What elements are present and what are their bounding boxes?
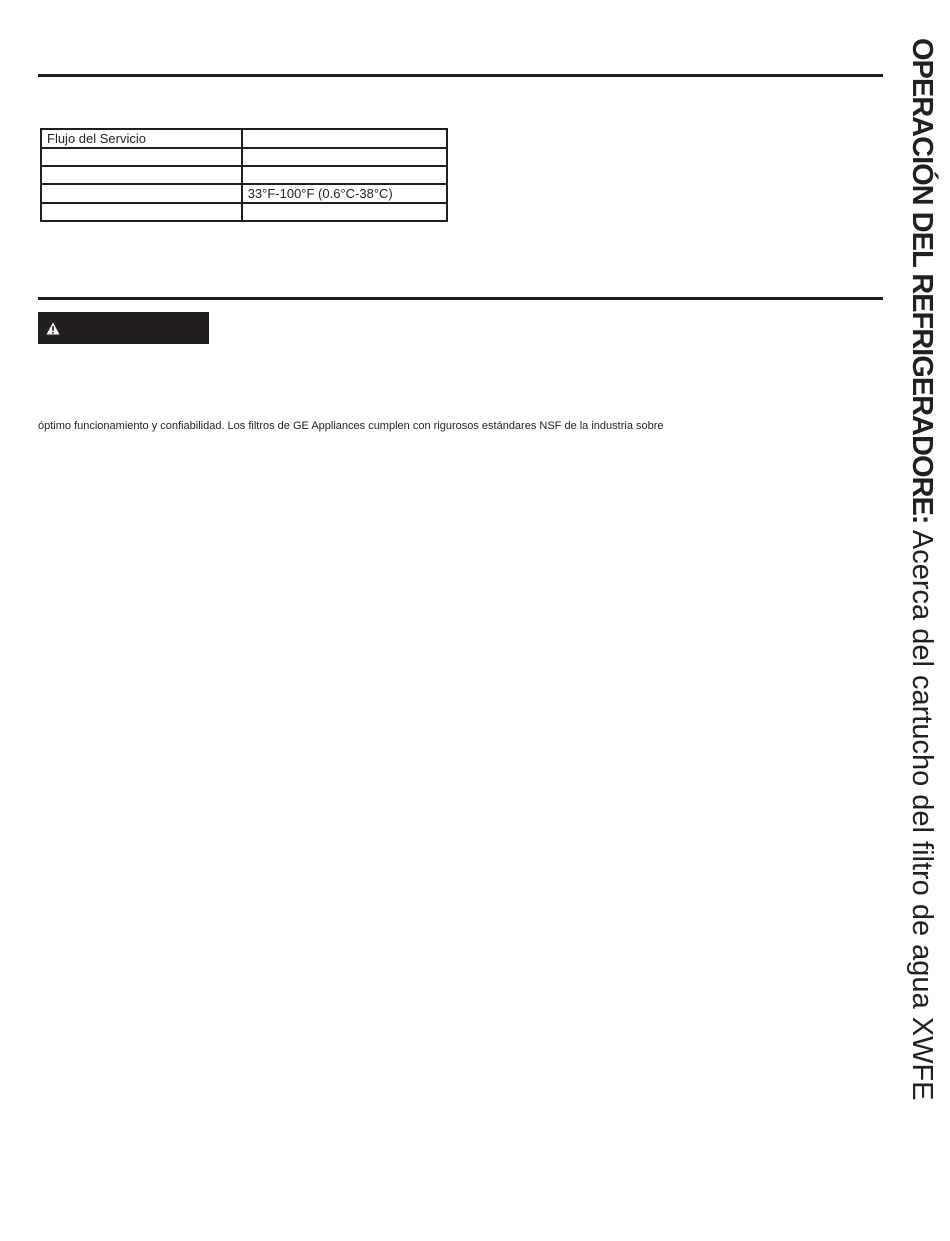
table-cell: 33°F-100°F (0.6°C-38°C) [242,184,447,203]
section-divider-warning [38,297,883,300]
table-cell: Flujo del Servicio [41,129,242,148]
table-row [41,166,447,184]
specs-table [40,128,448,222]
table-cell [242,203,447,221]
body-paragraph: óptimo funcionamiento y confiabilidad. Los filtros de GE Appliances cumplen con rigurosos estándares NSF de la industria sobre [38,420,664,432]
page-title [900,38,944,1198]
table-cell [41,166,242,184]
table-cell [242,166,447,184]
page-title-section: OPERACIÓN DEL REFRIGERADORE: [906,38,938,524]
table-cell [242,129,447,148]
table-row [41,203,447,221]
table-row [41,148,447,166]
warning-banner [38,312,209,344]
table-cell [41,184,242,203]
section-divider-top [38,74,883,77]
page-title-topic: Acerca del cartucho del filtro de agua XWFE [906,523,938,1101]
table-cell [41,148,242,166]
table-cell [242,148,447,166]
table-cell [41,203,242,221]
table-row [41,184,447,203]
table-row [41,129,447,148]
warning-triangle-icon [46,322,60,335]
